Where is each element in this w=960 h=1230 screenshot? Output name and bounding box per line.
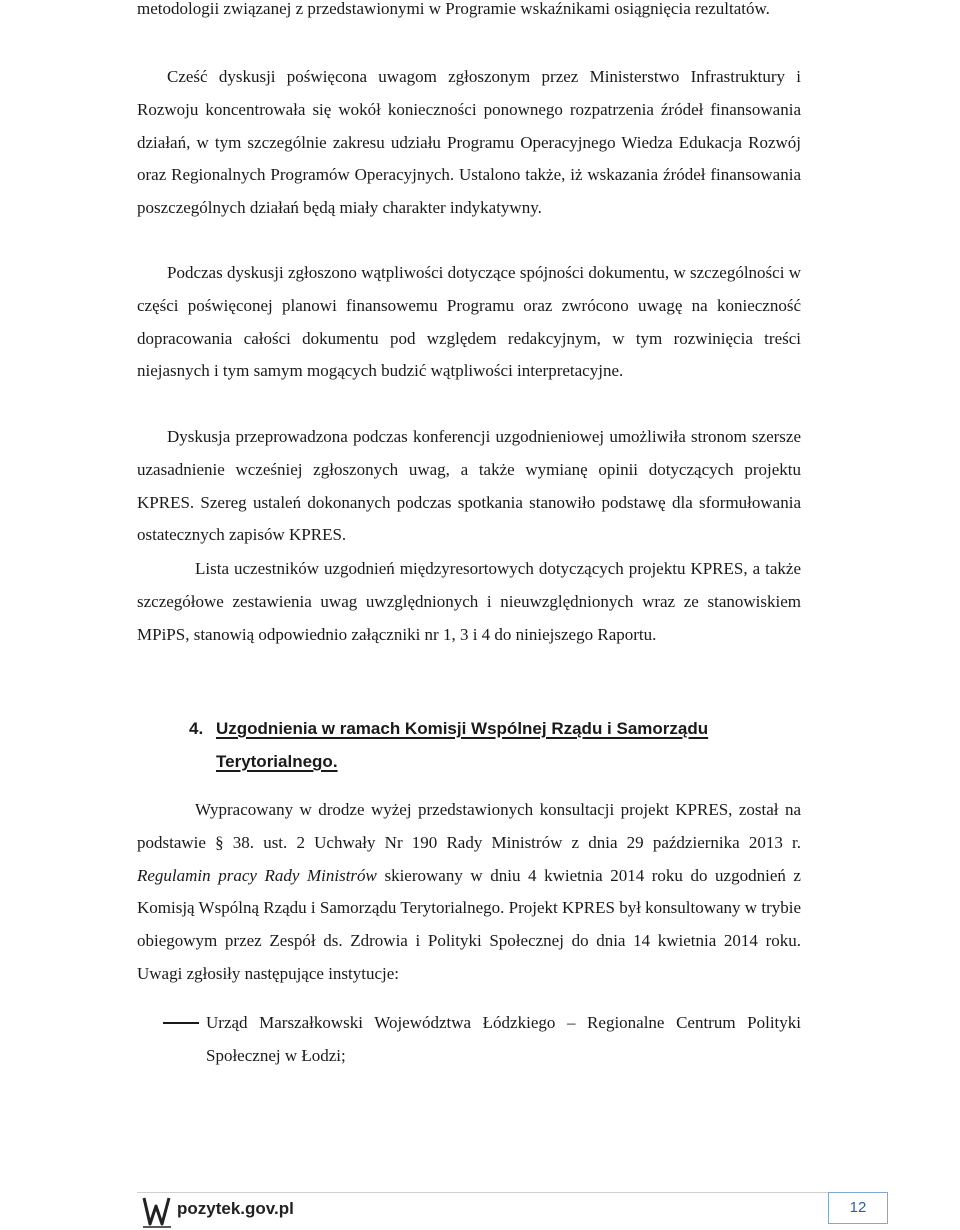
paragraph-commission-part2: skierowany w dniu 4 kwietnia 2014 roku do uzgodnień z Komisją Wspólną Rządu i Samorządu Terytorialnego. Projekt KPRES był konsultowany w trybie obiegowym przez Zespół ds. Zdrowia i Polityki Społecznej do dnia 14 kwietnia 2014 roku. Uwagi zgłosiły następujące instytucje: <box>137 865 801 983</box>
section-heading <box>189 712 749 778</box>
paragraph-methodology: metodologii związanej z przedstawionymi w Programie wskaźnikami osiągnięcia rezultatów. <box>137 0 770 18</box>
pozytek-logo-icon <box>141 1194 173 1230</box>
section-number: 4. <box>189 719 204 738</box>
paragraph-commission <box>137 794 801 991</box>
list-item <box>163 1007 801 1073</box>
list-item-text: Urząd Marszałkowski Województwa Łódzkiego – Regionalne Centrum Polityki Społecznej w Łodzi; <box>206 1013 801 1065</box>
page-number: 12 <box>828 1192 888 1224</box>
paragraph-participants-list: Lista uczestników uzgodnień międzyresortowych dotyczących projektu KPRES, a także szczegółowe zestawienia uwag uwzględnionych i nieuwzględnionych wraz ze stanowiskiem MPiPS, stanowią odpowiednio załączniki nr 1, 3 i 4 do niniejszego Raportu. <box>137 559 801 644</box>
paragraph-doubts: Podczas dyskusji zgłoszono wątpliwości dotyczące spójności dokumentu, w szczególności w części poświęconej planowi finansowemu Programu oraz zwrócono uwagę na konieczność dopracowania całości dokumentu pod względem redakcyjnym, w tym rozwinięcia treści niejasnych i tym samym mogących budzić wątpliwości interpretacyjne. <box>137 263 801 381</box>
page-footer <box>137 1186 888 1230</box>
regulation-title: Regulamin pracy Rady Ministrów <box>137 865 377 885</box>
dash-bullet-icon <box>163 1022 199 1024</box>
section-title: Uzgodnienia w ramach Komisji Wspólnej Rządu i Samorządu Terytorialnego. <box>216 719 709 771</box>
paragraph-ministry-discussion: Cześć dyskusji poświęcona uwagom zgłoszonym przez Ministerstwo Infrastruktury i Rozwoju koncentrowała się wokół konieczności ponownego rozpatrzenia źródeł finansowania działań, w tym szczególnie zakresu udziału Programu Operacyjnego Wiedza Edukacja Rozwój oraz Regionalnych Programów Operacyjnych. Ustalono także, iż wskazania źródeł finansowania poszczególnych działań będą miały charakter indykatywny. <box>137 67 801 218</box>
paragraph-conference: Dyskusja przeprowadzona podczas konferencji uzgodnieniowej umożliwiła stronom szersze uzasadnienie wcześniej zgłoszonych uwag, a także wymianę opinii dotyczących projektu KPRES. Szereg ustaleń dokonanych podczas spotkania stanowiło podstawę dla sformułowania ostatecznych zapisów KPRES. <box>137 427 801 545</box>
paragraph-commission-part1: Wypracowany w drodze wyżej przedstawionych konsultacji projekt KPRES, został na podstawie § 38. ust. 2 Uchwały Nr 190 Rady Ministrów z dnia 29 października 2013 r. <box>137 800 801 852</box>
footer-site-link[interactable]: pozytek.gov.pl <box>177 1199 294 1218</box>
footer-divider <box>137 1192 837 1193</box>
